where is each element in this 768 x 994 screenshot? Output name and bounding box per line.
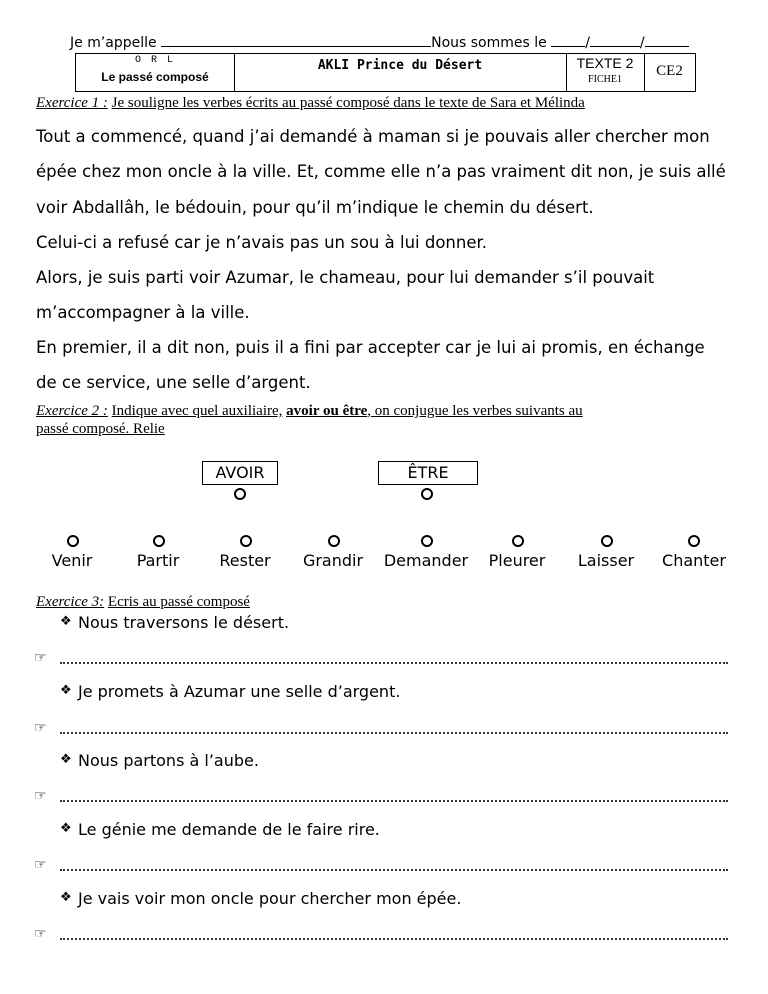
hand-pointer-icon: ☞ — [34, 651, 47, 666]
answer-line[interactable] — [60, 662, 728, 664]
ex2-instruction-bold: avoir ou être — [286, 403, 368, 419]
text-number: TEXTE 2 — [576, 55, 634, 71]
answer-line[interactable] — [60, 800, 728, 802]
text-line: épée chez mon oncle à la ville. Et, comme elle n’a pas vraiment dit non, je suis allé — [36, 162, 726, 181]
verb-dot[interactable] — [512, 535, 524, 547]
verb-dot[interactable] — [421, 535, 433, 547]
header-box — [75, 53, 696, 92]
date-sep: / — [585, 35, 590, 51]
verb-label: Venir — [51, 551, 93, 570]
hand-pointer-icon: ☞ — [34, 721, 47, 736]
day-blank[interactable] — [551, 34, 585, 47]
month-blank[interactable] — [590, 34, 640, 47]
verb-label: Partir — [136, 551, 180, 570]
bullet-icon: ❖ — [60, 752, 72, 767]
text-line: m’accompagner à la ville. — [36, 303, 250, 322]
ex2-label: Exercice 2 : — [36, 403, 108, 419]
verb-label: Rester — [219, 551, 271, 570]
level-label: CE2 — [656, 63, 683, 79]
bullet-icon: ❖ — [60, 614, 72, 629]
aux-dot-etre[interactable] — [421, 488, 433, 500]
verb-dot[interactable] — [240, 535, 252, 547]
ex2-instruction: Indique avec quel auxiliaire, — [111, 403, 283, 419]
verb-label: Grandir — [302, 551, 364, 570]
verb-dot[interactable] — [153, 535, 165, 547]
sentence-text: Le génie me demande de le faire rire. — [78, 820, 380, 839]
ex2-title-line2 — [36, 421, 165, 438]
verb-label: Chanter — [662, 551, 726, 570]
sentence-item — [60, 820, 380, 839]
hand-pointer-icon: ☞ — [34, 789, 47, 804]
ex1-title — [36, 95, 585, 112]
answer-line[interactable] — [60, 938, 728, 940]
sentence-item — [60, 889, 462, 908]
answer-line[interactable] — [60, 869, 728, 871]
hand-pointer-icon: ☞ — [34, 858, 47, 873]
ex3-title — [36, 594, 250, 611]
fiche-label: FICHE1 — [588, 74, 622, 85]
ex2-instruction: passé composé. Relie — [36, 421, 165, 437]
name-label: Je m’appelle — [70, 35, 157, 51]
aux-box-avoir: AVOIR — [202, 461, 278, 485]
verb-dot[interactable] — [688, 535, 700, 547]
sentence-item — [60, 613, 290, 632]
bullet-icon: ❖ — [60, 821, 72, 836]
sentence-text: Je vais voir mon oncle pour chercher mon épée. — [78, 889, 462, 908]
ex2-instruction: , on conjugue les verbes suivants au — [367, 403, 583, 419]
text-line: de ce service, une selle d’argent. — [36, 373, 311, 392]
text-line: voir Abdallâh, le bédouin, pour qu’il m’indique le chemin du désert. — [36, 198, 594, 217]
bullet-icon: ❖ — [60, 683, 72, 698]
verb-dot[interactable] — [601, 535, 613, 547]
date-label: Nous sommes le — [431, 35, 547, 51]
verb-dot[interactable] — [328, 535, 340, 547]
ex1-label: Exercice 1 : — [36, 95, 108, 111]
ex1-instruction: Je souligne les verbes écrits au passé composé dans le texte de Sara et Mélinda — [111, 95, 585, 111]
orl-label: O R L — [134, 55, 175, 66]
aux-box-etre: ÊTRE — [378, 461, 478, 485]
verb-label: Laisser — [577, 551, 635, 570]
ex3-instruction: Ecris au passé composé — [107, 594, 250, 610]
sentence-item — [60, 682, 401, 701]
ex2-title — [36, 403, 583, 420]
date-sep: / — [639, 35, 645, 51]
sentence-text: Je promets à Azumar une selle d’argent. — [78, 682, 401, 701]
bullet-icon: ❖ — [60, 890, 72, 905]
year-blank[interactable] — [645, 34, 689, 47]
verb-label: Pleurer — [488, 551, 546, 570]
verb-dot[interactable] — [67, 535, 79, 547]
name-blank[interactable] — [161, 34, 431, 47]
text-line: En premier, il a dit non, puis il a fini par accepter car je lui ai promis, en échange — [36, 338, 705, 357]
sentence-item — [60, 751, 259, 770]
ex3-label: Exercice 3: — [36, 594, 105, 610]
subject-label: Le passé composé — [101, 70, 209, 84]
answer-line[interactable] — [60, 732, 728, 734]
sentence-text: Nous partons à l’aube. — [78, 751, 259, 770]
sentence-text: Nous traversons le désert. — [78, 613, 290, 632]
hand-pointer-icon: ☞ — [34, 927, 47, 942]
verb-label: Demander — [383, 551, 469, 570]
worksheet-title: AKLI Prince du Désert — [317, 58, 483, 73]
aux-dot-avoir[interactable] — [234, 488, 246, 500]
text-line: Alors, je suis parti voir Azumar, le chameau, pour lui demander s’il pouvait — [36, 268, 655, 287]
text-line: Celui-ci a refusé car je n’avais pas un sou à lui donner. — [36, 233, 488, 252]
text-line: Tout a commencé, quand j’ai demandé à maman si je pouvais aller chercher mon — [36, 127, 710, 146]
name-line — [70, 34, 689, 51]
